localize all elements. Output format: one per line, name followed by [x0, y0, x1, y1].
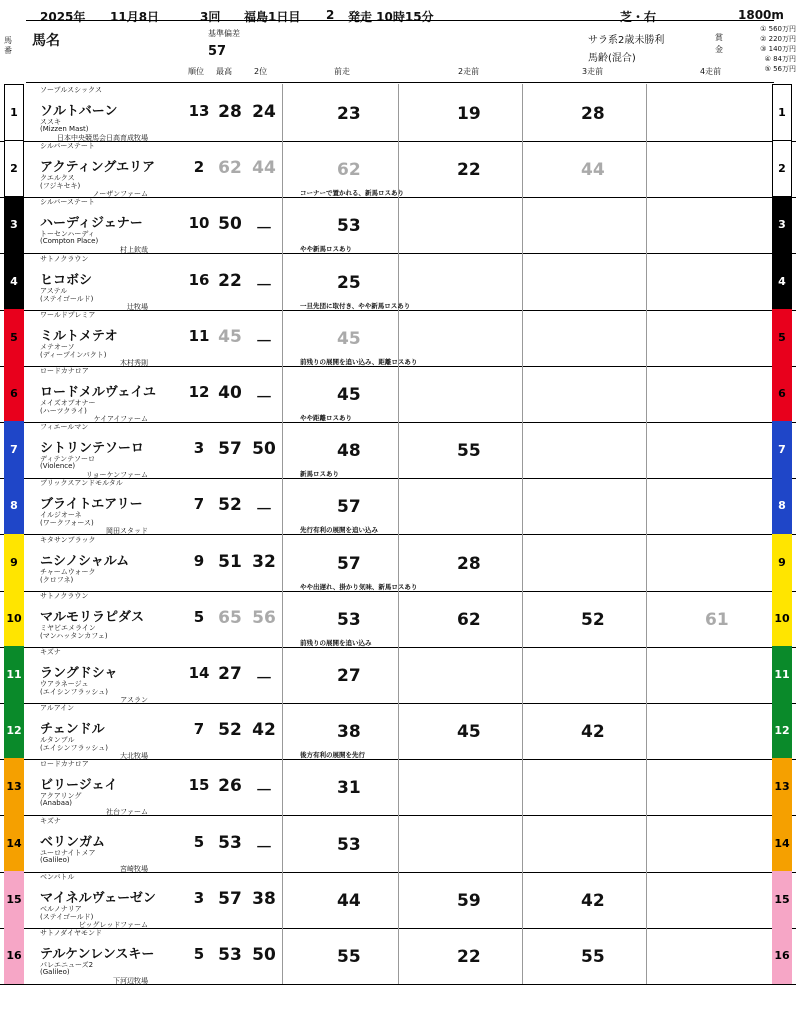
- second-index: －: [255, 275, 273, 296]
- owner: ビッグレッドファーム: [78, 920, 148, 929]
- sire-name: サトノクラウン: [40, 591, 89, 600]
- owner: 辻牧場: [127, 302, 148, 311]
- prev3-cell: [522, 477, 647, 534]
- best-index: 52: [218, 495, 242, 516]
- rank: 15: [188, 776, 210, 795]
- kai: 3回: [200, 10, 221, 24]
- prize-5: ⑤ 56万円: [764, 65, 796, 73]
- std-label: 基準偏差: [208, 29, 240, 38]
- horse-name: マルモリラピダス: [40, 609, 145, 625]
- owner: 岡田スタッド: [106, 527, 148, 536]
- race-comment: やや距離ロスあり: [300, 414, 352, 422]
- prev3-cell: [522, 590, 647, 647]
- umaban-right: 10: [772, 590, 792, 647]
- umaban-right: 2: [772, 140, 792, 197]
- race-comment: やや新馬ロスあり: [300, 245, 352, 254]
- umaban-right: 6: [772, 365, 792, 422]
- best-index: 65: [218, 607, 242, 628]
- prev3-cell: [522, 702, 647, 759]
- prev3-index: 52: [581, 609, 605, 630]
- umaban-right: 11: [772, 646, 792, 703]
- prev2-cell: [398, 815, 523, 872]
- sire-name: シルバーステート: [40, 142, 95, 151]
- umaban-right: 16: [772, 927, 792, 984]
- sire-name: シルバーステート: [40, 198, 95, 207]
- prev3-cell: [522, 421, 647, 478]
- prev3-index: 42: [581, 890, 605, 911]
- prev-index: 38: [337, 722, 361, 743]
- prev4-cell: [646, 421, 771, 478]
- prev4-cell: [646, 927, 771, 984]
- prev4-cell: [646, 815, 771, 872]
- umaban-right: 13: [772, 758, 792, 815]
- prev3-cell: [522, 140, 647, 197]
- place: 福島1日目: [244, 10, 301, 24]
- second-index: －: [255, 500, 273, 521]
- best-index: 26: [218, 776, 242, 797]
- prev3-cell: [522, 534, 647, 591]
- horse-name: ベリンガム: [40, 834, 106, 850]
- horse-row: [0, 815, 796, 873]
- umaban-right: 4: [772, 253, 792, 310]
- prev2-cell: [398, 84, 523, 141]
- second-index: 56: [252, 607, 276, 628]
- umaban-left: 12: [4, 702, 24, 759]
- year: 2025年: [40, 10, 86, 24]
- best-index: 40: [218, 383, 242, 403]
- prev4-cell: [646, 758, 771, 815]
- prev4-cell: [646, 84, 771, 141]
- second-index: －: [255, 331, 273, 352]
- race-comment: 先行有利の展開を追い込み: [300, 526, 378, 535]
- umaban-right: 14: [772, 815, 792, 872]
- prev4-cell: [646, 253, 771, 310]
- prev3-index: 44: [581, 160, 605, 181]
- prev2-index: 28: [457, 553, 481, 574]
- prev-index: 53: [337, 216, 361, 237]
- rank: 3: [193, 439, 205, 458]
- umaban-left: 15: [4, 871, 24, 928]
- dam-name: チャームウォーク: [40, 567, 96, 576]
- prev-index: 53: [337, 609, 361, 630]
- second-index: －: [255, 837, 273, 858]
- horse-name: ロードメルヴェイユ: [40, 385, 156, 400]
- horse-row: [0, 646, 796, 704]
- dam-sire: (エイシンフラッシュ): [40, 688, 109, 696]
- dam-sire: (ハーツクライ): [40, 407, 87, 415]
- dam-sire: (Compton Place): [40, 237, 99, 246]
- prev2-cell: [398, 927, 523, 984]
- horse-name: ブライトエアリー: [40, 497, 143, 513]
- prev-cell: [282, 927, 399, 984]
- second-index: －: [255, 219, 273, 240]
- prev-index: 48: [337, 441, 361, 462]
- dam-name: アクアリング: [40, 792, 82, 801]
- sire-name: アルアイン: [40, 704, 75, 713]
- dam-name: ミヤビエメライン: [40, 623, 96, 632]
- umaban-right: 1: [772, 84, 792, 141]
- umaban-label: 馬番: [4, 36, 12, 55]
- race-no: 2: [326, 8, 335, 22]
- owner: アスラン: [120, 696, 148, 704]
- prev2-cell: [398, 646, 523, 703]
- prev3-cell: [522, 815, 647, 872]
- col-best: 最高: [216, 67, 232, 76]
- prev3-cell: [522, 196, 647, 253]
- horse-name: テルケンレンスキー: [40, 947, 155, 962]
- dam-name: ルタンブル: [40, 736, 75, 745]
- prev3-cell: [522, 646, 647, 703]
- dam-name: イルジオーネ: [40, 511, 82, 520]
- best-index: 52: [218, 720, 242, 741]
- prev2-cell: [398, 140, 523, 197]
- prev2-index: 62: [457, 609, 481, 630]
- prev4-cell: [646, 196, 771, 253]
- horse-name: アクティングエリア: [40, 160, 156, 176]
- dam-sire: (Mizzen Mast): [40, 125, 89, 133]
- dam-name: ウアラネージュ: [40, 680, 89, 688]
- sire-name: ロードカナロア: [40, 367, 89, 375]
- prev2-index: 22: [457, 160, 481, 181]
- umaban-left: 8: [4, 477, 24, 534]
- prev3-cell: [522, 253, 647, 310]
- umaban-right: 15: [772, 871, 792, 928]
- best-index: 62: [218, 158, 242, 179]
- rank: 7: [193, 495, 205, 514]
- dam-sire: (ステイゴールド): [40, 294, 94, 303]
- sire-name: ソーブルスシックス: [40, 86, 102, 94]
- best-index: 57: [218, 439, 242, 460]
- horse-row: [0, 758, 796, 816]
- dam-sire: (エイシンフラッシュ): [40, 744, 109, 753]
- prev4-cell: [646, 534, 771, 591]
- prev4-cell: [646, 365, 771, 422]
- horse-name: ヒコボシ: [40, 272, 93, 288]
- prev2-cell: [398, 871, 523, 928]
- track: 芝・右: [620, 10, 657, 24]
- umaban-right: 5: [772, 309, 792, 366]
- prize-4: ④ 84万円: [764, 55, 796, 63]
- dam-name: ベルノナリア: [40, 904, 82, 913]
- dam-name: ディテンテソーロ: [40, 455, 96, 464]
- horse-row: [0, 927, 796, 985]
- race-info: [4, 22, 796, 83]
- dam-sire: (フジキセキ): [40, 182, 81, 191]
- prev-index: 57: [337, 553, 361, 574]
- dam-name: メテオーソ: [40, 342, 75, 351]
- horse-name: チェンドル: [40, 722, 105, 738]
- umaban-left: 5: [4, 309, 24, 366]
- col-prev: 前走: [334, 67, 350, 76]
- dam-sire: (Galileo): [40, 855, 70, 864]
- race-comment: やや出遅れ、掛かり気味、新馬ロスあり: [300, 582, 418, 591]
- prev-index: 53: [337, 834, 361, 855]
- umaban-left: 6: [4, 365, 24, 422]
- col-prev2: 2走前: [458, 67, 480, 76]
- dam-sire: (Violence): [40, 462, 76, 471]
- second-index: 42: [252, 720, 276, 741]
- prev-index: 57: [337, 497, 361, 518]
- second-index: 32: [252, 551, 276, 572]
- owner: 村上欽哉: [120, 246, 148, 255]
- horse-row: [0, 196, 796, 254]
- best-index: 28: [218, 102, 242, 122]
- prev-index: 62: [337, 160, 361, 181]
- horse-name: マイネルヴェーゼン: [40, 890, 156, 906]
- horse-row: [0, 871, 796, 929]
- rank: 2: [193, 158, 205, 177]
- umaban-left: 14: [4, 815, 24, 872]
- distance: 1800m: [738, 8, 784, 22]
- prev-index: 31: [337, 778, 361, 799]
- prev-cell: [282, 84, 399, 141]
- second-index: 50: [252, 945, 276, 965]
- owner: 日本中央競馬会日高育成牧場: [57, 134, 148, 142]
- best-index: 22: [218, 270, 242, 291]
- prev4-cell: [646, 871, 771, 928]
- rank: 10: [188, 214, 210, 233]
- second-index: －: [255, 388, 273, 408]
- umaban-right: 3: [772, 196, 792, 253]
- col-rank: 順位: [188, 67, 204, 76]
- prev2-cell: [398, 253, 523, 310]
- umaban-left: 16: [4, 927, 24, 984]
- best-index: 51: [218, 551, 242, 572]
- horse-row: [0, 421, 796, 479]
- umaban-left: 2: [4, 140, 24, 197]
- prize-2: ② 220万円: [760, 35, 796, 43]
- sire-name: ブリックスアンドモルタル: [40, 479, 123, 488]
- race-comment: 前残りの展開を追い込み、距離ロスあり: [300, 357, 418, 366]
- header-rule: [26, 20, 774, 21]
- sire-name: サトノクラウン: [40, 254, 89, 263]
- second-index: 50: [252, 439, 276, 460]
- dam-name: ススキ: [40, 118, 61, 126]
- prev2-cell: [398, 196, 523, 253]
- horse-row: [0, 365, 796, 423]
- horse-name: ハーディジェナー: [40, 216, 143, 232]
- std-value: 57: [208, 44, 227, 59]
- prev3-cell: [522, 365, 647, 422]
- umaban-left: 13: [4, 758, 24, 815]
- horse-name: ラングドシャ: [40, 666, 118, 681]
- prev-index: 45: [337, 385, 361, 405]
- prev2-cell: [398, 702, 523, 759]
- prev-index: 25: [337, 272, 361, 293]
- prev4-cell: [646, 590, 771, 647]
- dam-name: パレエニューズ2: [40, 961, 94, 969]
- rank: 5: [193, 607, 205, 626]
- horse-row: [0, 702, 796, 760]
- race-comment: コーナーで置かれる、新馬ロスあり: [300, 189, 404, 198]
- rank: 12: [188, 383, 210, 401]
- dam-name: ユーロナイトメア: [40, 848, 96, 857]
- prev2-index: 45: [457, 722, 481, 743]
- sire-name: フィエールマン: [40, 423, 89, 432]
- rank: 5: [193, 832, 205, 851]
- race-condition: サラ系2歳未勝利: [588, 35, 665, 46]
- prev-index: 55: [337, 947, 361, 967]
- sire-name: ワールドプレミア: [40, 310, 96, 319]
- rank: 13: [188, 102, 210, 120]
- umaban-left: 1: [4, 84, 24, 141]
- horse-row: [0, 590, 796, 648]
- dam-name: トーセンハーディ: [40, 230, 95, 239]
- dam-sire: (Anabaa): [40, 799, 72, 808]
- owner: 宮崎牧場: [120, 864, 148, 873]
- umaban-left: 9: [4, 534, 24, 591]
- second-index: 44: [252, 158, 276, 179]
- dam-name: アステル: [40, 286, 68, 295]
- horse-name: ビリージェイ: [40, 778, 118, 794]
- prev3-cell: [522, 84, 647, 141]
- prev2-index: 22: [457, 947, 481, 967]
- horse-row: [0, 253, 796, 311]
- sire-name: キタサンブラック: [40, 535, 96, 544]
- sire-name: キズナ: [40, 816, 61, 825]
- race-comment: 一旦先団に取付き、やや新馬ロスあり: [300, 301, 411, 310]
- owner: 社台ファーム: [106, 808, 148, 817]
- horse-name: ニシノシャルム: [40, 553, 130, 569]
- rank: 14: [188, 664, 210, 682]
- owner: リョーケンファーム: [85, 471, 148, 480]
- race-comment: 後方有利の展開を先行: [300, 751, 365, 760]
- best-index: 53: [218, 945, 242, 965]
- prev4-index: 61: [705, 609, 729, 630]
- prev2-cell: [398, 365, 523, 422]
- rank: 3: [193, 888, 205, 907]
- prize-1: ① 560万円: [760, 25, 796, 33]
- best-index: 53: [218, 832, 242, 853]
- owner: 下河辺牧場: [113, 977, 148, 985]
- prev-cell: [282, 646, 399, 703]
- col-second: 2位: [254, 67, 268, 76]
- umaban-left: 3: [4, 196, 24, 253]
- date: 11月8日: [110, 10, 160, 24]
- prev2-index: 55: [457, 441, 481, 462]
- umaban-right: 7: [772, 421, 792, 478]
- horse-row: [0, 84, 796, 142]
- umaban-right: 12: [772, 702, 792, 759]
- second-index: －: [255, 669, 273, 689]
- umaban-left: 7: [4, 421, 24, 478]
- umaban-right: 8: [772, 477, 792, 534]
- prev-cell: [282, 758, 399, 815]
- prev2-index: 59: [457, 890, 481, 911]
- prev2-cell: [398, 758, 523, 815]
- dam-sire: (ステイゴールド): [40, 912, 94, 921]
- prev4-cell: [646, 646, 771, 703]
- name-label: 馬名: [32, 33, 60, 49]
- prev2-index: 19: [457, 104, 481, 124]
- prev4-cell: [646, 309, 771, 366]
- prev-index: 44: [337, 890, 361, 911]
- horse-name: シトリンテソーロ: [40, 441, 144, 457]
- start-time: 発走 10時15分: [348, 10, 434, 24]
- prev4-cell: [646, 477, 771, 534]
- prize-label: 賞金: [715, 33, 723, 54]
- horse-row: [0, 477, 796, 535]
- prev-cell: [282, 871, 399, 928]
- prev-index: 27: [337, 666, 361, 686]
- umaban-left: 10: [4, 590, 24, 647]
- prev-index: 45: [337, 328, 361, 349]
- owner: 大北牧場: [120, 752, 148, 761]
- race-condition-2: 馬齢(混合): [588, 53, 636, 64]
- prev3-cell: [522, 758, 647, 815]
- prev2-cell: [398, 590, 523, 647]
- prev4-cell: [646, 702, 771, 759]
- horse-row: [0, 309, 796, 367]
- prev3-cell: [522, 309, 647, 366]
- horse-row: [0, 140, 796, 198]
- second-index: －: [255, 781, 273, 802]
- dam-sire: (ディープインパクト): [40, 350, 107, 359]
- sire-name: ベンバトル: [40, 872, 75, 881]
- rank: 16: [188, 270, 210, 289]
- sire-name: ロードカナロア: [40, 760, 89, 769]
- best-index: 27: [218, 664, 242, 684]
- second-index: 24: [252, 102, 276, 122]
- prev3-index: 28: [581, 104, 605, 124]
- umaban-left: 4: [4, 253, 24, 310]
- best-index: 57: [218, 888, 242, 909]
- umaban-right: 9: [772, 534, 792, 591]
- col-prev3: 3走前: [582, 67, 604, 76]
- prev4-cell: [646, 140, 771, 197]
- horse-name: ミルトメテオ: [40, 328, 118, 344]
- dam-sire: (Galileo): [40, 968, 70, 976]
- dam-sire: (ワークフォース): [40, 519, 94, 528]
- dam-name: クエルクス: [40, 174, 75, 183]
- rank: 9: [193, 551, 205, 570]
- prev3-cell: [522, 927, 647, 984]
- second-index: 38: [252, 888, 276, 909]
- sire-name: サトノダイヤモンド: [40, 929, 102, 937]
- dam-name: メイズオブオナー: [40, 399, 96, 407]
- dam-sire: (クロフネ): [40, 575, 74, 584]
- owner: ケイアイファーム: [93, 415, 148, 423]
- prev-cell: [282, 815, 399, 872]
- race-comment: 前残りの展開を追い込み: [300, 638, 372, 647]
- prev3-index: 42: [581, 722, 605, 743]
- col-prev4: 4走前: [700, 67, 722, 76]
- race-comment: 新馬ロスあり: [300, 470, 339, 479]
- dam-sire: (マンハッタンカフェ): [40, 631, 108, 640]
- owner: ノーザンファーム: [92, 190, 148, 199]
- prev3-index: 55: [581, 947, 605, 967]
- prev3-cell: [522, 871, 647, 928]
- prize-3: ③ 140万円: [760, 45, 796, 53]
- rank: 7: [193, 720, 205, 739]
- horse-row: [0, 534, 796, 592]
- umaban-left: 11: [4, 646, 24, 703]
- prev2-cell: [398, 421, 523, 478]
- prev-index: 23: [337, 104, 361, 124]
- prize-list: [726, 24, 796, 74]
- rank: 11: [188, 326, 210, 345]
- best-index: 45: [218, 326, 242, 347]
- prev2-cell: [398, 477, 523, 534]
- horse-name: ソルトバーン: [40, 104, 118, 119]
- sire-name: キズナ: [40, 648, 61, 656]
- owner: 木村秀則: [120, 358, 148, 367]
- rank: 5: [193, 945, 205, 963]
- best-index: 50: [218, 214, 242, 235]
